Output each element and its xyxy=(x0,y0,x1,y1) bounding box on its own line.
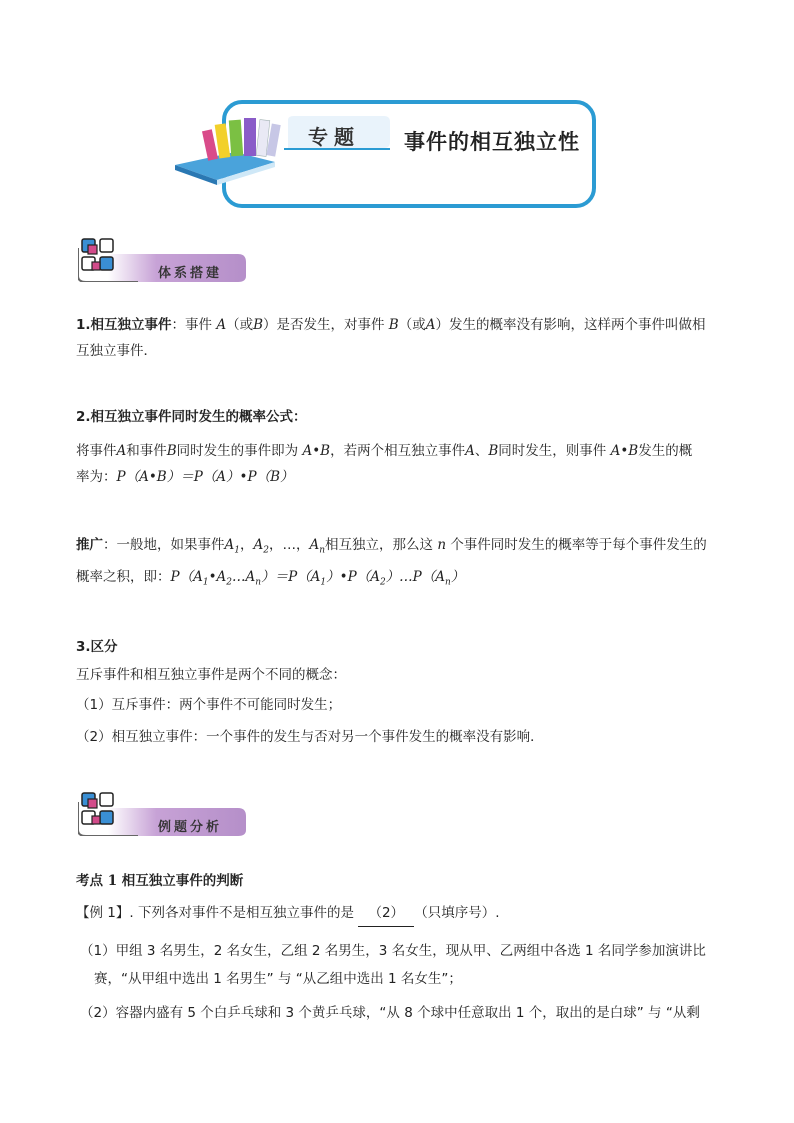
page-title: 事件的相互独立性 xyxy=(404,129,580,154)
topic-heading: 考点 1 相互独立事件的判断 xyxy=(76,873,244,889)
text: ， xyxy=(239,537,254,553)
para-lead: 推广 xyxy=(76,537,103,553)
text: 、 xyxy=(474,443,489,459)
section-label-system: 体系搭建 xyxy=(158,266,223,281)
var-A: A xyxy=(425,317,436,333)
formula-paragraph xyxy=(76,438,722,490)
text: ：事件 xyxy=(171,317,213,333)
text: 和事件 xyxy=(126,443,167,459)
para-number: 1. xyxy=(76,317,91,333)
text: （或 xyxy=(226,317,254,333)
distinction-line-3: （2）相互独立事件：一个事件的发生与否对另一个事件发生的概率没有影响． xyxy=(76,729,544,745)
text: （或 xyxy=(398,317,426,333)
text: （只填序号）. xyxy=(414,905,500,921)
text: 相互独立，那么这 xyxy=(325,537,434,553)
distinction-heading: 3.区分 xyxy=(76,639,118,655)
var-An: $A_n$ xyxy=(309,537,326,556)
text: 将事件 xyxy=(76,443,117,459)
var-B: B xyxy=(253,317,263,333)
example-question xyxy=(76,900,722,927)
var-A2: $A_2$ xyxy=(253,537,269,556)
var-AB: A•B xyxy=(610,443,639,459)
var-n: n xyxy=(437,537,447,553)
var-B: B xyxy=(388,317,399,333)
option-1-line-1: （1）甲组 3 名男生，2 名女生，乙组 2 名男生，3 名女生，现从甲、乙两组中各选 1 名同学参加演讲比 xyxy=(80,943,706,959)
var-A: A xyxy=(116,443,127,459)
var-A: A xyxy=(465,443,475,459)
probability-formula: P（A•B）＝P（A）•P（B） xyxy=(116,469,294,485)
books-icon xyxy=(175,110,290,185)
option-1-line-2: 赛，“从甲组中选出 1 名男生” 与 “从乙组中选出 1 名女生”； xyxy=(94,971,462,987)
definition-paragraph xyxy=(76,312,722,364)
answer-blank: （2） xyxy=(358,900,414,927)
distinction-line-2: （1）互斥事件：两个事件不可能同时发生； xyxy=(76,697,342,713)
text: 概率之积，即： xyxy=(76,568,171,585)
var-A: A xyxy=(216,317,227,333)
generalized-formula: $P(A_1•A_2\dots A_n)=P(A_1)•P(A_2)\dots P(A_n)$ xyxy=(170,568,465,588)
section-label-examples: 例题分析 xyxy=(158,820,223,835)
banner-tab-label: 专题 xyxy=(308,125,360,149)
generalization-paragraph xyxy=(76,532,722,595)
text: 互独立事件． xyxy=(76,343,157,359)
formula-heading: 2.相互独立事件同时发生的概率公式： xyxy=(76,409,307,425)
text: ：一般地，如果事件 xyxy=(103,537,225,553)
var-AB: A•B xyxy=(302,443,331,459)
text: ）是否发生，对事件 xyxy=(263,317,385,333)
example-label: 【例 1】 xyxy=(76,905,130,921)
var-B: B xyxy=(488,443,499,459)
text: 同时发生的事件即为 xyxy=(176,443,299,459)
para-lead: 相互独立事件 xyxy=(90,317,172,333)
text: . 下列各对事件不是相互独立事件的是 xyxy=(129,905,359,921)
text: ，若两个相互独立事件 xyxy=(330,443,466,459)
text: 率为： xyxy=(76,469,117,485)
option-2-line-1: （2）容器内盛有 5 个白乒乓球和 3 个黄乒乓球，“从 8 个球中任意取出 1 个，取出的是白球” 与 “从剩 xyxy=(80,1005,700,1021)
text: ）发生的概率没有影响，这样两个事件叫做相 xyxy=(435,317,706,333)
text: 同时发生，则事件 xyxy=(498,443,607,459)
var-A1: $A_1$ xyxy=(224,537,240,556)
text: 个事件同时发生的概率等于每个事件发生的 xyxy=(450,537,707,553)
distinction-line-1: 互斥事件和相互独立事件是两个不同的概念： xyxy=(76,667,346,683)
text: ，…， xyxy=(268,537,310,553)
var-B: B xyxy=(166,443,177,459)
text: 发生的概 xyxy=(638,443,693,459)
